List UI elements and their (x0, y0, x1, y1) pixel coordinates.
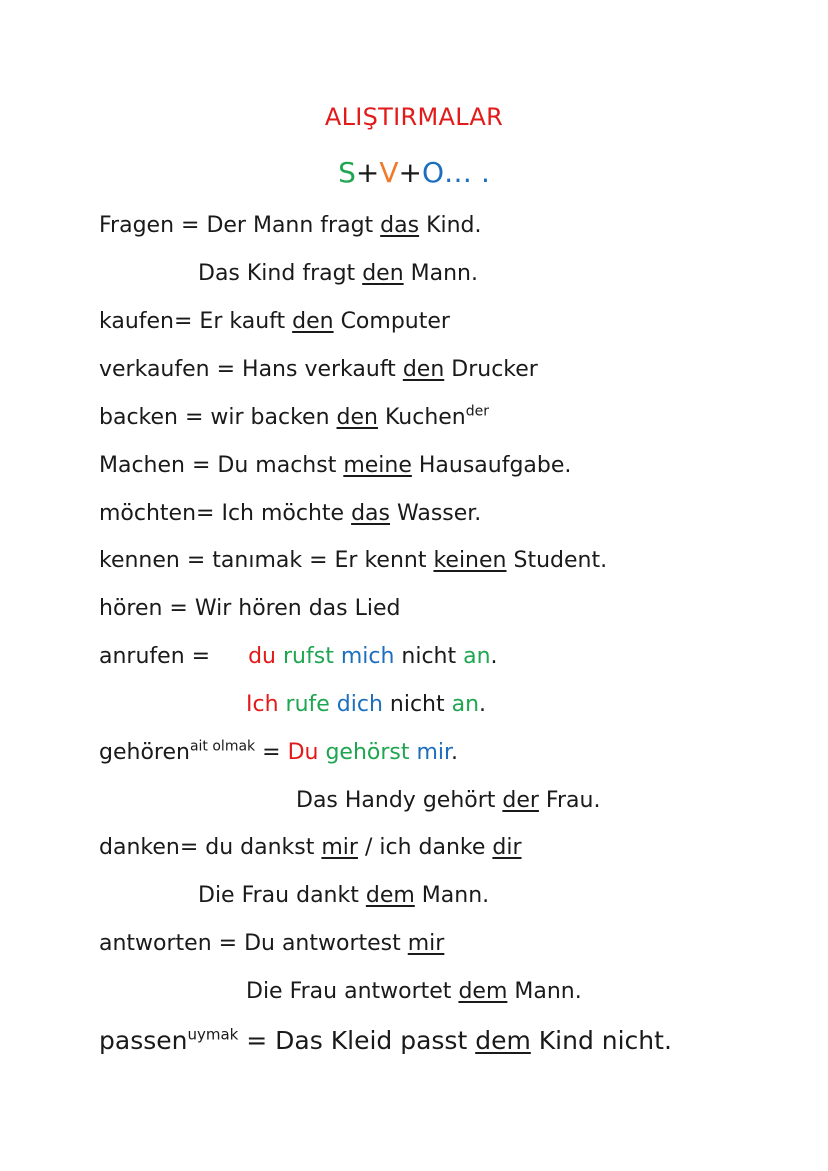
verb-word: rufst (276, 644, 334, 669)
line-text: kennen = tanımak = Er kennt (99, 548, 434, 573)
line-text: gehören (99, 740, 190, 765)
line-text: Mann. (507, 979, 582, 1004)
formula-plus: + (398, 156, 423, 189)
exercise-line-antworten-2 (246, 977, 582, 1007)
exercise-line-anrufen (99, 642, 498, 672)
line-text: Mann. (403, 261, 478, 286)
underlined-article: den (362, 261, 404, 286)
underlined-article: keinen (433, 548, 507, 573)
exercise-line-moechten (99, 499, 481, 529)
underlined-article: den (336, 405, 378, 430)
line-text: passen (99, 1026, 188, 1055)
line-text: Machen = Du machst (99, 453, 344, 478)
object-word: mir (409, 740, 452, 765)
exercise-line-fragen-2 (198, 259, 478, 289)
underlined-article: das (351, 501, 390, 526)
line-text: antworten = Du antwortest (99, 931, 408, 956)
underlined-article: meine (343, 453, 412, 478)
line-text: Drucker (444, 357, 538, 382)
line-text: Kind. (419, 213, 482, 238)
line-text: backen = wir backen (99, 405, 337, 430)
separable-prefix: an (444, 692, 480, 717)
period: . (490, 644, 498, 669)
subject-word: Ich (246, 692, 279, 717)
translation-note: ait olmak (189, 738, 256, 755)
underlined-article: dem (475, 1026, 531, 1055)
exercise-line-kaufen (99, 307, 450, 337)
exercise-line-danken-2 (198, 881, 489, 911)
line-text: / ich danke (357, 835, 493, 860)
exercise-line-kennen (99, 546, 607, 576)
line-text: möchten= Ich möchte (99, 501, 352, 526)
underlined-pronoun: dir (492, 835, 522, 860)
line-text: = Das Kleid passt (238, 1026, 476, 1055)
line-text: kaufen= Er kauft (99, 309, 293, 334)
negation-word: nicht (394, 644, 457, 669)
line-text: verkaufen = Hans verkauft (99, 357, 403, 382)
period: . (479, 692, 487, 717)
line-text: Kuchen (377, 405, 466, 430)
line-text: hören = Wir hören das Lied (99, 596, 401, 621)
exercise-line-verkaufen (99, 355, 538, 385)
exercise-line-hoeren (99, 594, 401, 624)
formula-subject: S (338, 156, 356, 189)
underlined-pronoun: mir (321, 835, 358, 860)
line-text: Die Frau antwortet (246, 979, 459, 1004)
exercise-line-anrufen-2 (246, 690, 486, 720)
negation-word: nicht (382, 692, 445, 717)
line-text: Fragen = Der Mann fragt (99, 213, 381, 238)
underlined-article: dem (458, 979, 508, 1004)
exercise-line-fragen (99, 211, 482, 241)
exercise-line-backen (99, 403, 489, 433)
underlined-article: das (380, 213, 420, 238)
subject-word: du (248, 644, 276, 669)
line-text: Frau. (538, 788, 601, 813)
object-word: dich (329, 692, 383, 717)
line-text: Das Kind fragt (198, 261, 363, 286)
underlined-article: dem (365, 883, 415, 908)
verb-word: rufe (278, 692, 330, 717)
exercise-line-gehoeren-2 (296, 786, 600, 816)
line-text: Mann. (414, 883, 490, 908)
line-text: danken= du dankst (99, 835, 322, 860)
translation-note: uymak (187, 1025, 239, 1044)
period: . (451, 740, 459, 765)
exercise-line-passen (99, 1024, 672, 1058)
line-text: Hausaufgabe. (411, 453, 572, 478)
underlined-article: der (502, 788, 539, 813)
line-text: Computer (333, 309, 450, 334)
separable-prefix: an (456, 644, 491, 669)
formula-heading (0, 155, 828, 191)
underlined-article: den (402, 357, 445, 382)
exercise-line-antworten (99, 929, 444, 959)
line-text: Student. (506, 548, 608, 573)
exercise-line-machen (99, 451, 571, 481)
gender-note: der (465, 403, 490, 420)
verb-word: gehörst (318, 740, 410, 765)
page-title: ALIŞTIRMALAR (324, 103, 504, 131)
underlined-pronoun: mir (407, 931, 445, 956)
underlined-article: den (292, 309, 334, 334)
formula-object: O… . (422, 156, 490, 189)
line-text: Die Frau dankt (198, 883, 366, 908)
object-word: mich (333, 644, 395, 669)
line-text: anrufen = (99, 644, 211, 669)
line-text: Kind nicht. (530, 1026, 672, 1055)
formula-verb: V (379, 156, 399, 189)
subject-word: Du (287, 740, 319, 765)
exercise-line-gehoeren (99, 738, 458, 768)
line-text: = (255, 740, 288, 765)
exercise-line-danken (99, 833, 522, 863)
line-text: Wasser. (390, 501, 482, 526)
formula-plus: + (355, 156, 380, 189)
line-text: Das Handy gehört (296, 788, 503, 813)
